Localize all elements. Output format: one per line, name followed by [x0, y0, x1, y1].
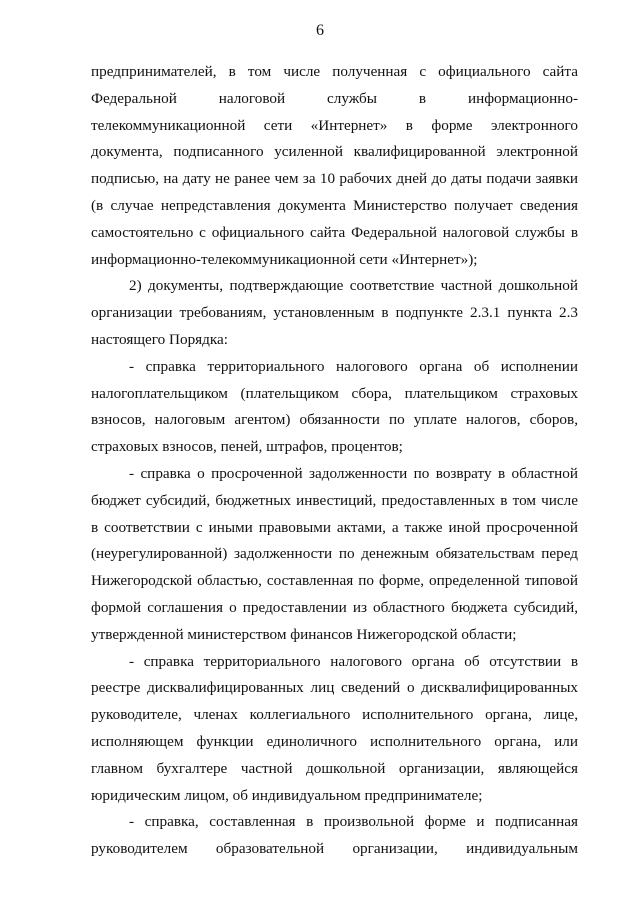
paragraph-item-2: 2) документы, подтверждающие соответствие частной дошкольной организации требованиям, установленным в подпункте 2.3.1 пункта 2.3 настоящего Порядка: [91, 277, 578, 348]
page-number: 6 [316, 22, 324, 39]
list-item-disqualified-persons-certificate: - справка территориального налогового органа об отсутствии в реестре дисквалифицированных лиц сведений о дисквалифицированных руководителе, членах коллегиального исполнительного органа, лице, исполняющем функции единоличного исполнительного органа, или главном бухгалтере частной дошкольной организации, являющейся юридическим лицом, об индивидуальном предпринимателе; [91, 652, 578, 804]
document-body [91, 59, 578, 863]
list-item-free-form-certificate: - справка, составленная в произвольной форме и подписанная руководителем образовательной организации, индивидуальным [91, 813, 578, 858]
list-item-overdue-debt-certificate: - справка о просроченной задолженности по возврату в областной бюджет субсидий, бюджетных инвестиций, предоставленных в том числе в соответствии с иными правовыми актами, а также иной просроченной (неурегулированной) задолженности по денежным обязательствам перед Нижегородской областью, составленная по форме, определенной типовой формой соглашения о предоставлении из областного бюджета субсидий, утвержденной министерством финансов Нижегородской области; [91, 464, 578, 643]
list-item-tax-compliance-certificate: - справка территориального налогового органа об исполнении налогоплательщиком (плательщиком сбора, плательщиком страховых взносов, налоговым агентом) обязанности по уплате налогов, сборов, страховых взносов, пеней, штрафов, процентов; [91, 357, 578, 456]
paragraph-continuation: предпринимателей, в том числе полученная с официального сайта Федеральной налоговой службы в информационно-телекоммуникационной сети «Интернет» в форме электронного документа, подписанного усиленной квалифицированной электронной подписью, на дату не ранее чем за 10 рабочих дней до даты подачи заявки (в случае непредставления документа Министерство получает сведения самостоятельно с официального сайта Федеральной налоговой службы в информационно-телекоммуникационной сети «Интернет»); [91, 63, 578, 268]
